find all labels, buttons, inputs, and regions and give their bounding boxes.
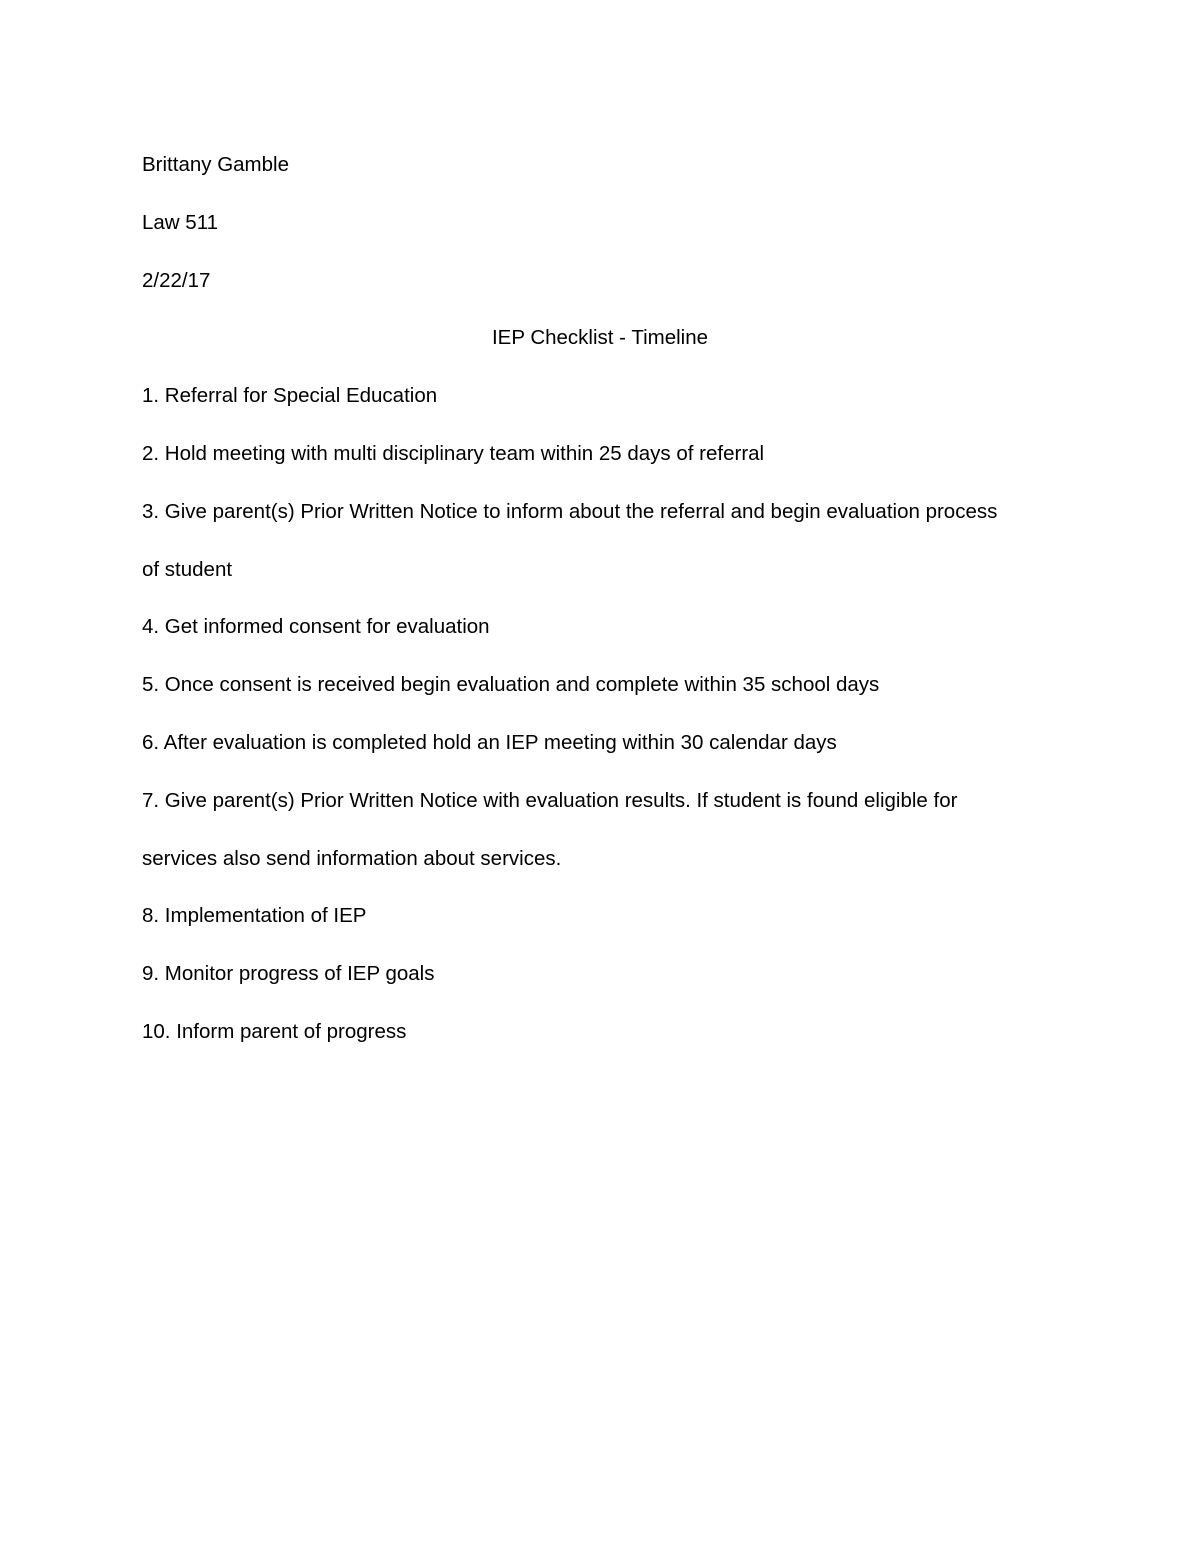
- checklist-item-10: 10. Inform parent of progress: [142, 1019, 407, 1043]
- checklist-item-3-continued: of student: [142, 557, 233, 581]
- checklist-item-9: 9. Monitor progress of IEP goals: [142, 962, 435, 986]
- checklist-item-1: 1. Referral for Special Education: [142, 384, 438, 408]
- checklist-item-8: 8. Implementation of IEP: [142, 904, 367, 928]
- author-name: Brittany Gamble: [142, 153, 289, 176]
- document-title: IEP Checklist - Timeline: [491, 326, 709, 350]
- checklist-item-7-continued: services also send information about services.: [142, 846, 562, 870]
- document-body: [142, 136, 1062, 1061]
- checklist-item-4: 4. Get informed consent for evaluation: [142, 615, 490, 639]
- course-name: Law 511: [142, 210, 218, 234]
- checklist-item-6: 6. After evaluation is completed hold an IEP meeting within 30 calendar days: [142, 730, 837, 754]
- checklist-item-7: 7. Give parent(s) Prior Written Notice with evaluation results. If student is found eligible for: [142, 788, 958, 812]
- checklist-item-3: 3. Give parent(s) Prior Written Notice to inform about the referral and begin evaluation process: [142, 499, 998, 523]
- checklist-item-5: 5. Once consent is received begin evaluation and complete within 35 school days: [142, 673, 880, 697]
- document-date: 2/22/17: [142, 268, 211, 292]
- checklist-item-2: 2. Hold meeting with multi disciplinary team within 25 days of referral: [142, 441, 765, 465]
